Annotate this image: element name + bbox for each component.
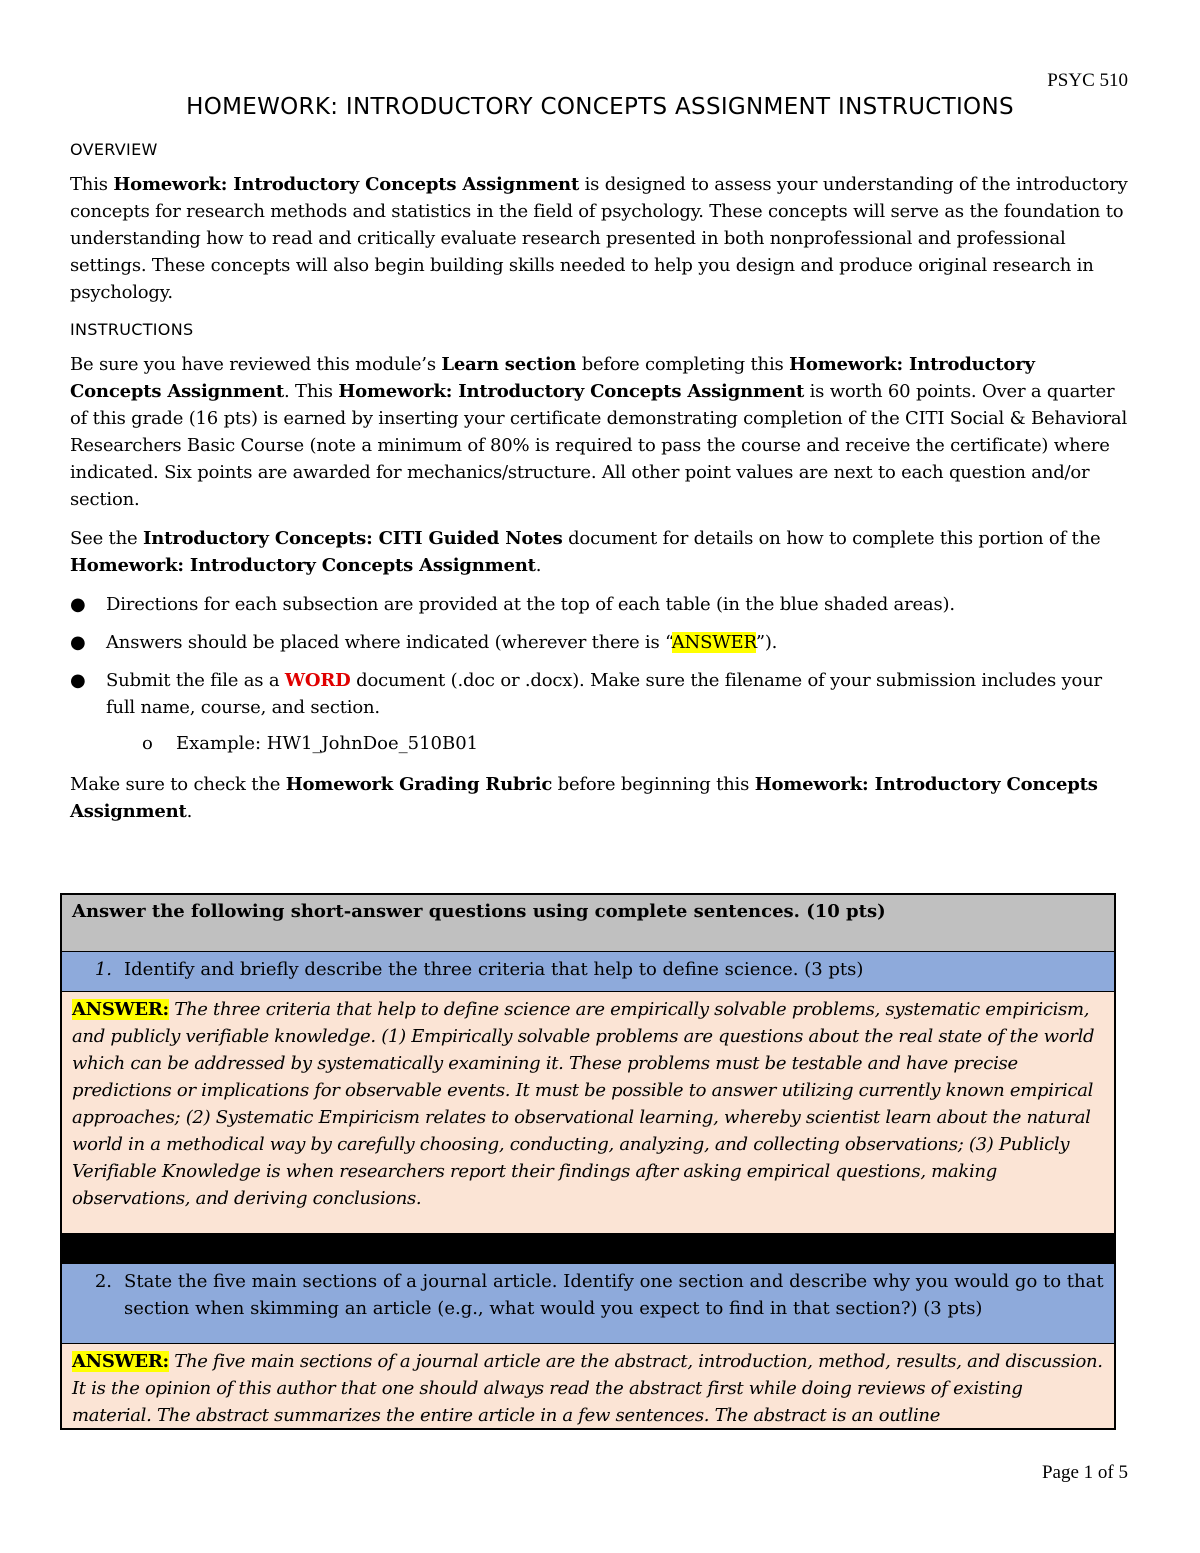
list-item: ● Answers should be placed where indicated (wherever there is “ANSWER”). bbox=[70, 629, 1130, 656]
overview-paragraph: This Homework: Introductory Concepts Assignment is designed to assess your understanding of the introductory concepts for research methods and statistics in the field of psychology. These concepts will serve as the foundation to understanding how to read and critically evaluate research presented in both nonprofessional and professional settings. These concepts will also begin building skills needed to help you design and produce original research in psychology. bbox=[70, 174, 1128, 303]
question-text: Identify and briefly describe the three criteria that help to define science. (3 pts) bbox=[124, 959, 864, 980]
rubric-paragraph: Make sure to check the Homework Grading Rubric before beginning this Homework: Introductory Concepts Assignment. bbox=[70, 774, 1098, 822]
guided-notes-paragraph: See the Introductory Concepts: CITI Guided Notes document for details on how to complete this portion of the Homework: Introductory Concepts Assignment. bbox=[70, 528, 1101, 576]
answer-label: ANSWER: bbox=[72, 999, 169, 1020]
page-number: Page 1 of 5 bbox=[1041, 1462, 1128, 1483]
document-body bbox=[70, 140, 1130, 837]
page-title: HOMEWORK: INTRODUCTORY CONCEPTS ASSIGNMENT INSTRUCTIONS bbox=[186, 94, 1014, 120]
questions-table bbox=[60, 893, 1116, 1430]
list-item: ● Submit the file as a WORD document (.doc or .docx). Make sure the filename of your submission includes your full name, course, and section. bbox=[70, 667, 1130, 721]
question-number: 1. bbox=[94, 959, 112, 980]
bullet-icon: ● bbox=[70, 594, 86, 615]
separator-row bbox=[62, 1234, 1114, 1264]
answer-highlight: ANSWER bbox=[671, 632, 756, 653]
word-emphasis: WORD bbox=[284, 670, 351, 691]
example-item: o Example: HW1_JohnDoe_510B01 bbox=[70, 730, 1130, 757]
bullet-icon: ● bbox=[70, 632, 86, 653]
instructions-heading: INSTRUCTIONS bbox=[70, 320, 194, 339]
table-header-row: Answer the following short-answer questions using complete sentences. (10 pts) bbox=[62, 895, 1114, 952]
answer-row-1[interactable] bbox=[62, 992, 1114, 1234]
circle-bullet-icon: o bbox=[142, 733, 153, 754]
bullet-icon: ● bbox=[70, 670, 86, 691]
answer-text[interactable]: The three criteria that help to define science are empirically solvable problems, systematic empiricism, and publicly verifiable knowledge. (1) Empirically solvable problems are questions about the real state of the world which can be addressed by systematically examining it. These problems must be testable and have precise predictions or implications for observable events. It must be possible to answer utilizing currently known empirical approaches; (2) Systematic Empiricism relates to observational learning, whereby scientist learn about the natural world in a methodical way by carefully choosing, conducting, analyzing, and collecting observations; (3) Publicly Verifiable Knowledge is when researchers report their findings after asking empirical questions, making observations, and deriving conclusions. bbox=[72, 999, 1095, 1209]
course-code: PSYC 510 bbox=[1047, 70, 1128, 91]
overview-heading: OVERVIEW bbox=[70, 140, 158, 159]
answer-label: ANSWER: bbox=[72, 1351, 169, 1372]
question-row-2 bbox=[62, 1264, 1114, 1344]
answer-text[interactable]: The five main sections of a journal article are the abstract, introduction, method, results, and discussion. It is the opinion of this author that one should always read the abstract first while doing reviews of existing material. The abstract summarizes the entire article in a few sentences. The abstract is an outline bbox=[72, 1351, 1103, 1426]
question-row-1 bbox=[62, 952, 1114, 992]
list-item: ● Directions for each subsection are provided at the top of each table (in the blue shaded areas). bbox=[70, 591, 1130, 618]
question-text: State the five main sections of a journal article. Identify one section and describe why you would go to that section when skimming an article (e.g., what would you expect to find in that section?) (3 pts) bbox=[124, 1271, 1104, 1319]
answer-row-2[interactable] bbox=[62, 1344, 1114, 1428]
question-number: 2. bbox=[94, 1271, 112, 1292]
instructions-paragraph: Be sure you have reviewed this module’s Learn section before completing this Homework: Introductory Concepts Assignment. This Homework: Introductory Concepts Assignment is worth 60 points. Over a quarter of this grade (16 pts) is earned by inserting your certificate demonstrating completion of the CITI Social & Behavioral Researchers Basic Course (note a minimum of 80% is required to pass the course and receive the certificate) where indicated. Six points are awarded for mechanics/structure. All other point values are next to each question and/or section. bbox=[70, 354, 1128, 510]
instruction-bullets bbox=[70, 591, 1130, 721]
